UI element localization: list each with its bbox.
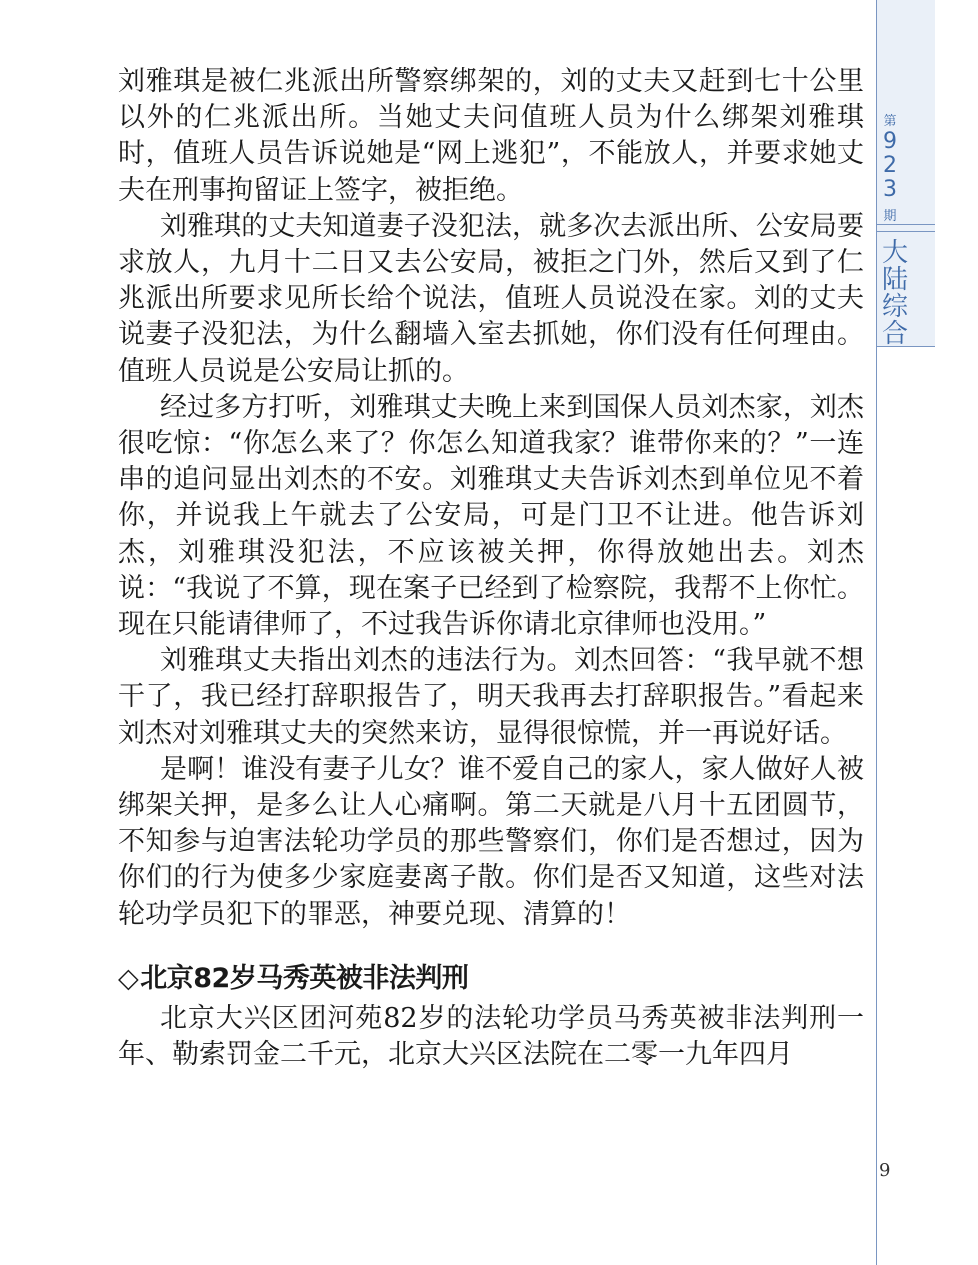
paragraph-1: 刘雅琪是被仁兆派出所警察绑架的，刘的丈夫又赶到七十公里以外的仁兆派出所。当她丈夫问值班人员为什么绑架刘雅琪时，值班人员告诉说她是“网上逃犯”，不能放人，并要求她丈夫在刑事拘留证上签字，被拒绝。 xyxy=(118,66,864,206)
paragraph-5: 是啊！谁没有妻子儿女？谁不爱自己的家人，家人做好人被绑架关押，是多么让人心痛啊。第二天就是八月十五团圆节，不知参与迫害法轮功学员的那些警察们，你们是否想过，因为你们的行为使多少家庭妻离子散。你们是否又知道，这些对法轮功学员犯下的罪恶，神要兑现、清算的！ xyxy=(118,753,864,930)
section-heading xyxy=(118,961,864,997)
paragraph-4: 刘雅琪丈夫指出刘杰的违法行为。刘杰回答：“我早就不想干了，我已经打辞职报告了，明天我再去打辞职报告。”看起来刘杰对刘雅琪丈夫的突然来访，显得很惊慌，并一再说好话。 xyxy=(118,645,864,749)
section-paragraph: 北京大兴区团河苑82岁的法轮功学员马秀英被非法判刑一年、勒索罚金二千元，北京大兴区法院在二零一九年四月 xyxy=(118,1002,864,1071)
issue-prefix: 第 xyxy=(883,114,897,129)
issue-divider-top xyxy=(877,224,935,225)
issue-digit-3: 3 xyxy=(883,177,897,202)
category-char-4: 合 xyxy=(882,319,909,349)
issue-digit-2: 2 xyxy=(883,153,897,178)
paragraph-2: 刘雅琪的丈夫知道妻子没犯法，就多次去派出所、公安局要求放人，九月十二日又去公安局，被拒之门外，然后又到了仁兆派出所要求见所长给个说法，值班人员说没在家。刘的丈夫说妻子没犯法，为什么翻墙入室去抓她，你们没有任何理由。值班人员说是公安局让抓的。 xyxy=(118,210,864,387)
category-label xyxy=(878,240,938,348)
category-char-2: 陆 xyxy=(882,265,909,295)
diamond-bullet-icon: ◇ xyxy=(118,962,139,994)
paragraph-3: 经过多方打听，刘雅琪丈夫晚上来到国保人员刘杰家，刘杰很吃惊：“你怎么来了？你怎么知道我家？谁带你来的？”一连串的追问显出刘杰的不安。刘雅琪丈夫告诉刘杰到单位见不着你，并说我上午就去了公安局，可是门卫不让进。他告诉刘杰，刘雅琪没犯法，不应该被关押，你得放她出去。刘杰说：“我说了不算，现在案子已经到了检察院，我帮不上你忙。现在只能请律师了，不过我告诉你请北京律师也没用。” xyxy=(118,391,864,641)
category-char-1: 大 xyxy=(882,238,909,268)
section-heading-text: 北京82岁马秀英被非法判刑 xyxy=(140,962,469,994)
issue-digit-1: 9 xyxy=(883,129,897,154)
category-char-3: 综 xyxy=(882,292,909,322)
article-body xyxy=(118,64,864,1073)
issue-divider-bottom xyxy=(877,231,935,232)
page-number: 9 xyxy=(879,1160,891,1181)
issue-suffix: 期 xyxy=(883,209,897,224)
